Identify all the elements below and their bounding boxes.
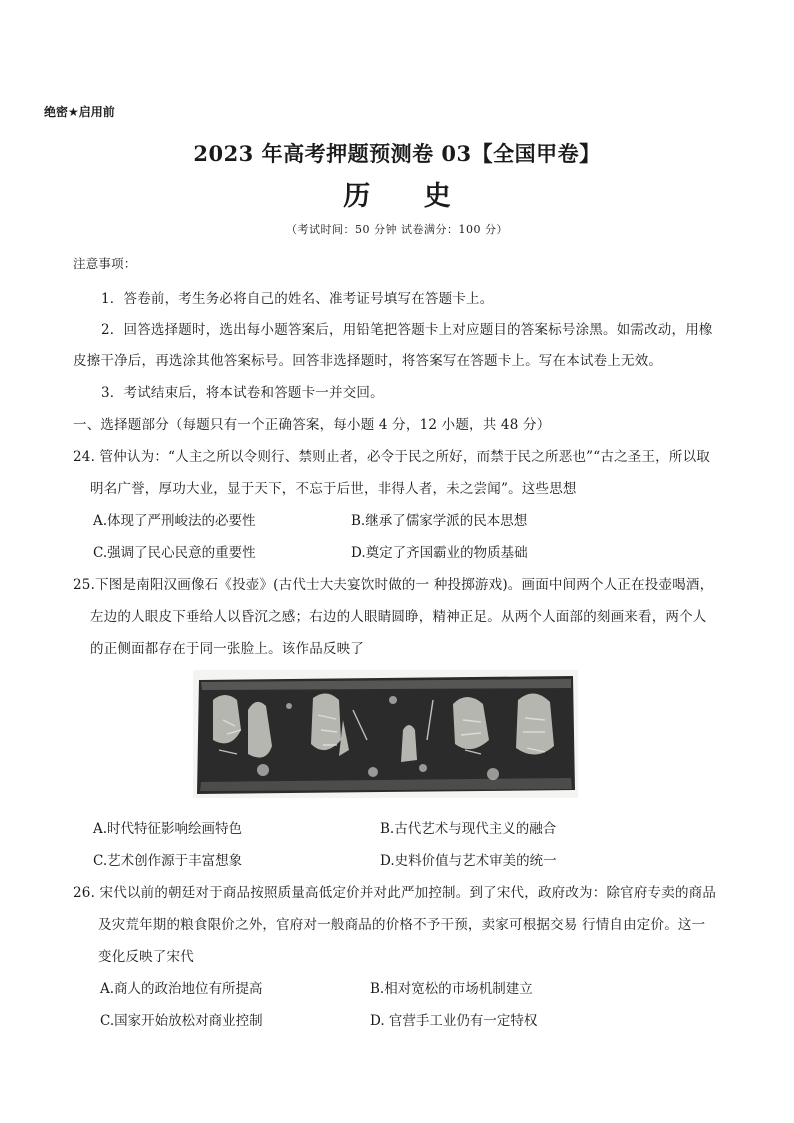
q24-stem-line2: 明名广誉，厚功大业，显于天下，不忘于后世，非得人者，未之尝闻”。这些思想 [90,481,577,497]
notice-heading: 注意事项： [73,256,137,271]
q26-stem-line1: 26. 宋代以前的朝廷对于商品按照质量高低定价并对此严加控制。到了宋代，政府改为：除官府专卖的商品 [73,885,717,901]
q25-stem-line1: 25.下图是南阳汉画像石《投壶》(古代士大夫宴饮时做的一 种投掷游戏)。画面中间两个人正在投壶喝酒， [73,577,714,593]
q24-option-a: A.体现了严刑峻法的必要性 [93,513,256,529]
q26-option-c: C.国家开始放松对商业控制 [100,1013,263,1029]
exam-info: （考试时间：50 分钟 试卷满分：100 分） [286,223,508,236]
q26-stem-line3: 变化反映了宋代 [98,949,194,965]
han-stone-relief-image [193,670,578,798]
q24-option-d: D.奠定了齐国霸业的物质基础 [351,545,528,561]
subject-title: 历 史 [343,181,473,212]
q25-option-c: C.艺术创作源于丰富想象 [93,853,243,869]
q26-option-b: B.相对宽松的市场机制建立 [370,981,533,997]
q24-stem-line1: 24. 管仲认为：“人主之所以令则行、禁则止者，必令于民之所好，而禁于民之所恶也”“古之圣王，所以取 [73,449,710,465]
q26-option-a: A.商人的政治地位有所提高 [100,981,263,997]
q25-option-a: A.时代特征影响绘画特色 [93,821,243,837]
q26-stem-line2: 及灾荒年期的粮食限价之外，官府对一般商品的价格不予干预，卖家可根据交易 行情自由定价。这一 [98,917,706,933]
section-heading: 一、选择题部分（每题只有一个正确答案，每小题 4 分，12 小题，共 48 分） [73,417,551,433]
notice-item-2-line2: 皮擦干净后，再选涂其他答案标号。回答非选择题时，将答案写在答题卡上。写在本试卷上无效。 [73,353,663,369]
exam-title: 2023 年高考押题预测卷 03【全国甲卷】 [193,141,601,166]
q26-option-d: D. 官营手工业仍有一定特权 [370,1013,538,1029]
q24-option-c: C.强调了民心民意的重要性 [93,545,256,561]
q25-stem-line3: 的正侧面都存在于同一张脸上。该作品反映了 [90,641,364,657]
q25-stem-line2: 左边的人眼皮下垂给人以昏沉之感；右边的人眼睛圆睁，精神正足。从两个人面部的刻画来看，两个人 [90,609,707,625]
q25-option-b: B.古代艺术与现代主义的融合 [380,821,557,837]
notice-item-3: 3．考试结束后，将本试卷和答题卡一并交回。 [101,385,384,401]
q25-option-d: D.史料价值与艺术审美的统一 [380,853,557,869]
q24-option-b: B.继承了儒家学派的民本思想 [351,513,528,529]
notice-item-1: 1．答卷前，考生务必将自己的姓名、准考证号填写在答题卡上。 [101,291,494,307]
secret-label: 绝密★启用前 [44,105,115,119]
notice-item-2-line1: 2．回答选择题时，选出每小题答案后，用铅笔把答题卡上对应题目的答案标号涂黑。如需改动，用橡 [101,322,713,338]
